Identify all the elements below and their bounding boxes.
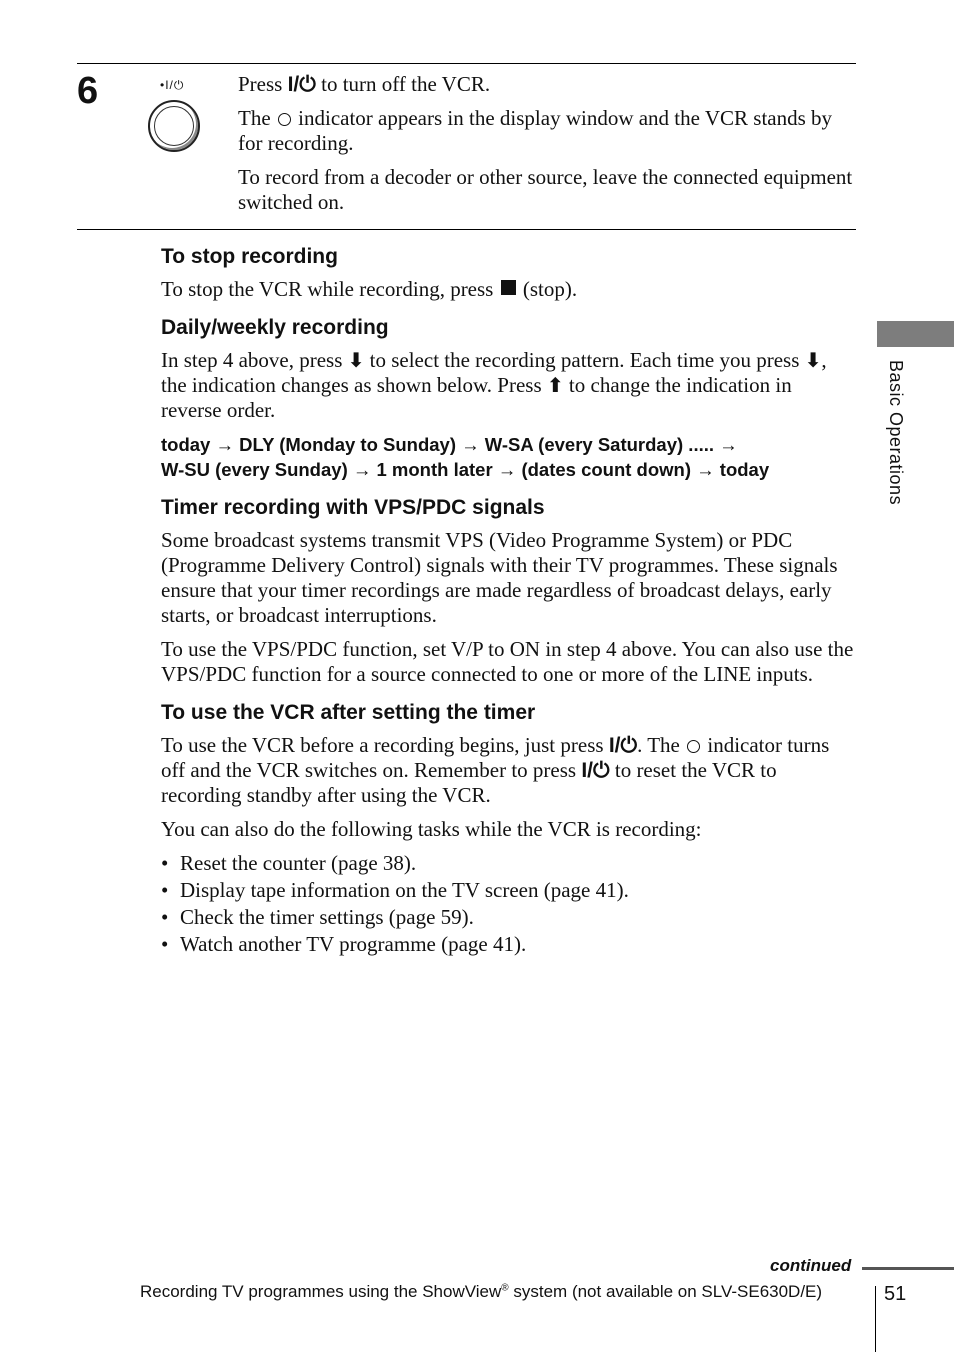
main-content	[161, 243, 856, 969]
down-arrow-icon: ⬇	[804, 348, 822, 372]
pattern-line-2: W-SU (every Sunday) → 1 month later → (dates count down) → today	[161, 459, 770, 480]
section-stop-recording	[161, 243, 856, 302]
step-number: 6	[77, 70, 99, 112]
section-vps-pdc	[161, 494, 856, 687]
heading-after-timer: To use the VCR after setting the timer	[161, 701, 536, 724]
step-instructions	[238, 72, 854, 224]
stop-icon	[501, 280, 516, 295]
up-arrow-icon: ⬆	[546, 373, 564, 397]
pattern-line-1: today → DLY (Monday to Sunday) → W-SA (every Saturday) ..... →	[161, 434, 738, 455]
heading-stop-recording: To stop recording	[161, 245, 338, 268]
power-button-label: •I/⏻	[160, 78, 185, 92]
timer-indicator-icon	[278, 113, 291, 126]
power-symbol: I/⏻	[608, 734, 638, 757]
after-timer-paragraph-2: You can also do the following tasks while the VCR is recording:	[161, 817, 702, 841]
section-daily-weekly	[161, 314, 856, 482]
chapter-label: Basic Operations	[886, 360, 906, 506]
stop-recording-text: To stop the VCR while recording, press (stop).	[161, 277, 578, 301]
list-item: • Display tape information on the TV screen (page 41).	[161, 878, 856, 903]
heading-vps-pdc: Timer recording with VPS/PDC signals	[161, 496, 545, 519]
step-line-1: Press I/⏻ to turn off the VCR.	[238, 72, 491, 96]
timer-indicator-icon	[687, 740, 700, 753]
after-timer-paragraph-1: To use the VCR before a recording begins, just press I/⏻. The indicator turns off and the VCR switches on. Remember to press I/⏻ to reset the VCR to recording standby after using the VCR.	[161, 733, 830, 807]
bottom-rule	[77, 229, 856, 230]
footer-divider	[875, 1286, 876, 1352]
recording-pattern-sequence	[161, 432, 856, 482]
footer-title: Recording TV programmes using the ShowView® system (not available on SLV-SE630D/E)	[140, 1282, 823, 1301]
step-line-3: To record from a decoder or other source, leave the connected equipment switched on.	[238, 165, 853, 214]
task-list	[161, 851, 856, 957]
vps-pdc-paragraph-1: Some broadcast systems transmit VPS (Video Programme System) or PDC (Programme Delivery Control) signals with their TV programmes. These signals ensure that your timer recordings are made regardless of broadcast delays, early starts, or broadcast interruptions.	[161, 528, 838, 627]
page-number: 51	[884, 1283, 907, 1305]
heading-daily-weekly: Daily/weekly recording	[161, 316, 389, 339]
down-arrow-icon: ⬇	[347, 348, 365, 372]
top-rule	[77, 63, 856, 64]
list-item: • Watch another TV programme (page 41).	[161, 932, 856, 957]
list-item: • Check the timer settings (page 59).	[161, 905, 856, 930]
step-line-2: The indicator appears in the display window and the VCR stands by for recording.	[238, 106, 833, 155]
chapter-tab	[877, 321, 954, 347]
daily-weekly-text: In step 4 above, press ⬇ to select the recording pattern. Each time you press ⬇, the indication changes as shown below. Press ⬆ to change the indication in reverse order.	[161, 348, 827, 422]
list-item: • Reset the counter (page 38).	[161, 851, 856, 876]
power-symbol: I/⏻	[581, 759, 610, 782]
power-symbol: I/⏻	[287, 73, 316, 96]
continued-label: continued	[770, 1256, 852, 1275]
vps-pdc-paragraph-2: To use the VPS/PDC function, set V/P to ON in step 4 above. You can also use the VPS/PDC function for a source connected to one or more of the LINE inputs.	[161, 637, 854, 686]
continued-rule	[862, 1267, 954, 1270]
section-after-timer	[161, 699, 856, 957]
power-button-icon	[148, 100, 200, 152]
